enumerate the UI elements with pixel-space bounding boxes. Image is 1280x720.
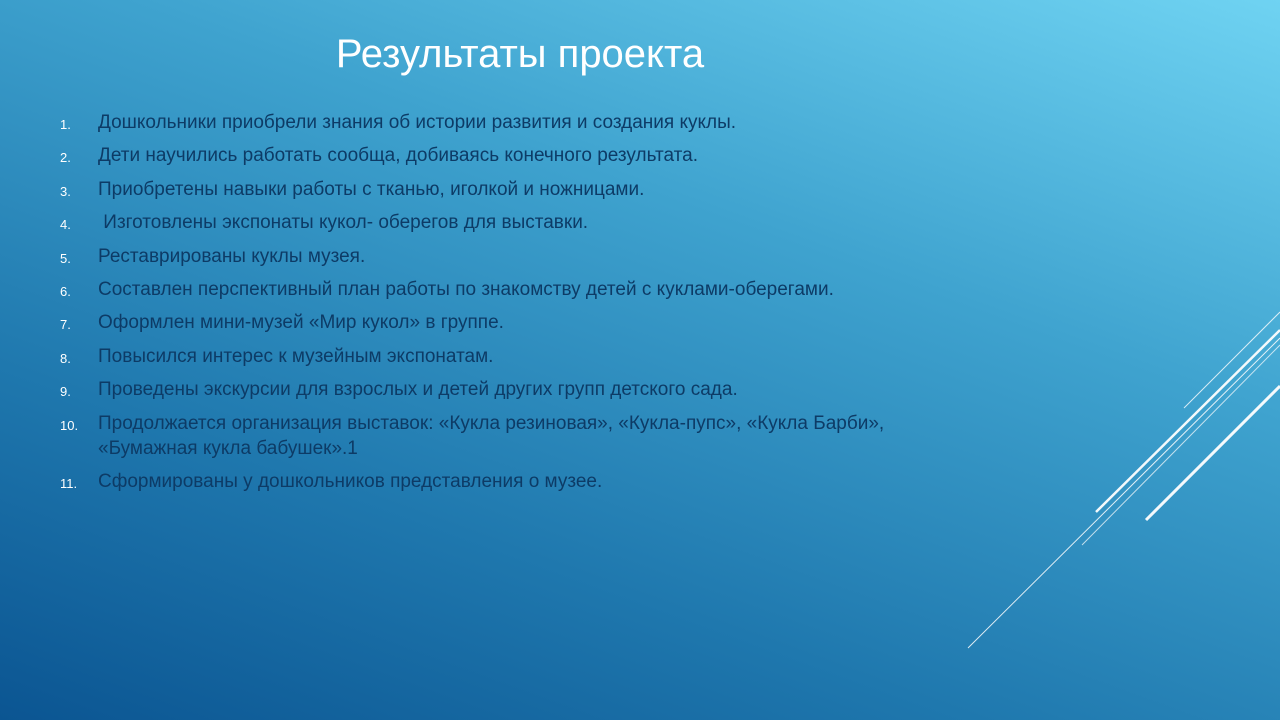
list-item <box>60 377 940 402</box>
list-item-text: Проведены экскурсии для взрослых и детей других групп детского сада. <box>98 379 738 401</box>
decor-line <box>1146 386 1280 520</box>
list-item <box>60 310 940 335</box>
list-item-text: Реставрированы куклы музея. <box>98 245 366 267</box>
list-number: 6. <box>60 283 71 299</box>
list-number: 4. <box>60 217 71 233</box>
decor-line <box>968 338 1280 648</box>
list-number: 7. <box>60 317 71 333</box>
list-item-text: Оформлен мини-музей «Мир кукол» в группе. <box>98 312 504 334</box>
decor-line <box>1082 345 1280 545</box>
list-item-text: Составлен перспективный план работы по знакомству детей с куклами-оберегами. <box>98 278 834 300</box>
list-item-text: Дошкольники приобрели знания об истории развития и создания куклы. <box>98 112 737 133</box>
list-item <box>60 469 940 494</box>
list-number: 8. <box>60 350 71 366</box>
list-number: 5. <box>60 250 71 266</box>
list-item <box>60 277 940 302</box>
list-number: 1. <box>60 117 71 132</box>
list-number: 2. <box>60 150 71 166</box>
list-item-text: Сформированы у дошкольников представления о музее. <box>98 470 603 492</box>
list-item-text: Приобретены навыки работы с тканью, иголкой и ножницами. <box>98 178 645 200</box>
list-item <box>60 177 940 202</box>
decor-line <box>1096 330 1280 512</box>
list-item <box>60 411 940 461</box>
list-item <box>60 210 940 235</box>
list-item-text: Продолжается организация выставок: «Кукла резиновая», «Кукла-пупс», «Кукла Барби», «Бумажная кукла бабушек».1 <box>98 412 885 459</box>
list-number: 9. <box>60 384 71 400</box>
list-item-text: Повысился интерес к музейным экспонатам. <box>98 345 494 367</box>
list-number: 11. <box>60 475 78 491</box>
list-item <box>60 143 940 168</box>
list-item-text: Дети научились работать сообща, добиваясь конечного результата. <box>98 145 698 167</box>
decor-line <box>1184 312 1280 408</box>
list-item <box>60 244 940 269</box>
list-number: 10. <box>60 417 79 433</box>
list-number: 3. <box>60 183 71 199</box>
list-item <box>60 110 940 135</box>
slide-title: Результаты проекта <box>335 32 705 76</box>
list-item <box>60 344 940 369</box>
list-item-text: Изготовлены экспонаты кукол- оберегов для выставки. <box>98 212 589 234</box>
results-list <box>60 110 940 502</box>
